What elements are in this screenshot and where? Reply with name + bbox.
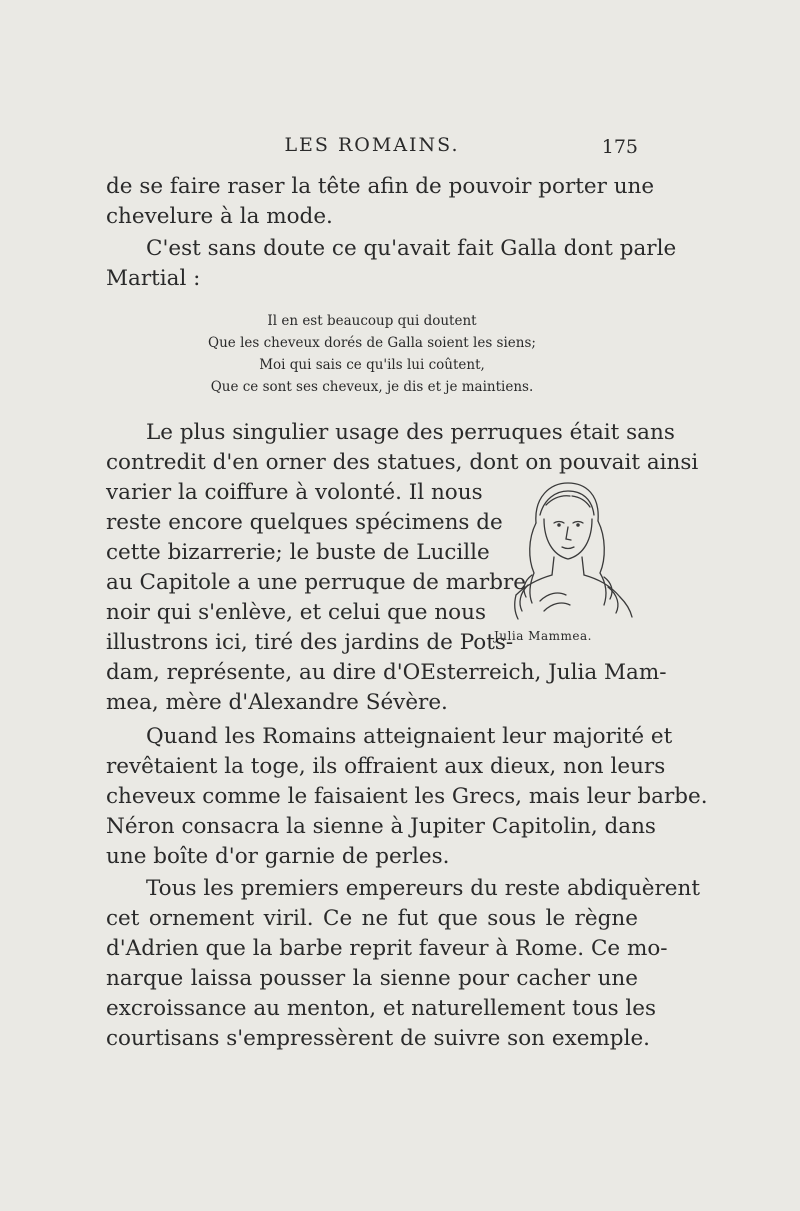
text-line: dam, représente, au dire d'OEsterreich, Julia Mam- [106,660,667,685]
verse-line: Que les cheveux dorés de Galla soient les siens; [208,335,536,351]
text-line: narque laissa pousser la sienne pour cacher une [106,966,638,991]
text-line: une boîte d'or garnie de perles. [106,844,450,869]
text-line: illustrons ici, tiré des jardins de Pots- [106,630,514,655]
verse-line: Moi qui sais ce qu'ils lui coûtent, [259,357,485,373]
bust-drawing [488,475,638,625]
text-line: de se faire raser la tête afin de pouvoir porter une [106,174,655,199]
text-line: Quand les Romains atteignaient leur majorité et [146,724,673,749]
text-line: chevelure à la mode. [106,204,333,229]
text-line: Tous les premiers empereurs du reste abdiquèrent [146,876,701,901]
text-line: C'est sans doute ce qu'avait fait Galla dont parle [146,236,677,261]
text-line: contredit d'en orner des statues, dont on pouvait ainsi [106,450,699,475]
text-line: cet ornement viril. Ce ne fut que sous le règne [106,906,638,931]
text-line: Martial : [106,266,201,291]
text-line: courtisans s'empressèrent de suivre son exemple. [106,1026,650,1051]
bust-illustration [488,475,638,655]
page-number: 175 [601,136,638,158]
text-line: Néron consacra la sienne à Jupiter Capitolin, dans [106,814,656,839]
text-line: Le plus singulier usage des perruques était sans [146,420,675,445]
figure-caption: Julia Mammea. [494,629,592,643]
text-line: d'Adrien que la barbe reprit faveur à Rome. Ce mo- [106,936,668,961]
text-line: mea, mère d'Alexandre Sévère. [106,690,448,715]
verse-line: Il en est beaucoup qui doutent [267,313,477,329]
running-title: LES ROMAINS. [284,134,460,156]
text-line: varier la coiffure à volonté. Il nous [106,480,483,505]
text-line: cheveux comme le faisaient les Grecs, mais leur barbe. [106,784,708,809]
text-line: excroissance au menton, et naturellement tous les [106,996,657,1021]
text-line: cette bizarrerie; le buste de Lucille [106,540,490,565]
page-header [106,132,638,162]
text-line: noir qui s'enlève, et celui que nous [106,600,486,625]
text-line: reste encore quelques spécimens de [106,510,503,535]
text-line: au Capitole a une perruque de marbre [106,570,526,595]
text-line: revêtaient la toge, ils offraient aux dieux, non leurs [106,754,666,779]
verse-line: Que ce sont ses cheveux, je dis et je maintiens. [210,379,534,395]
